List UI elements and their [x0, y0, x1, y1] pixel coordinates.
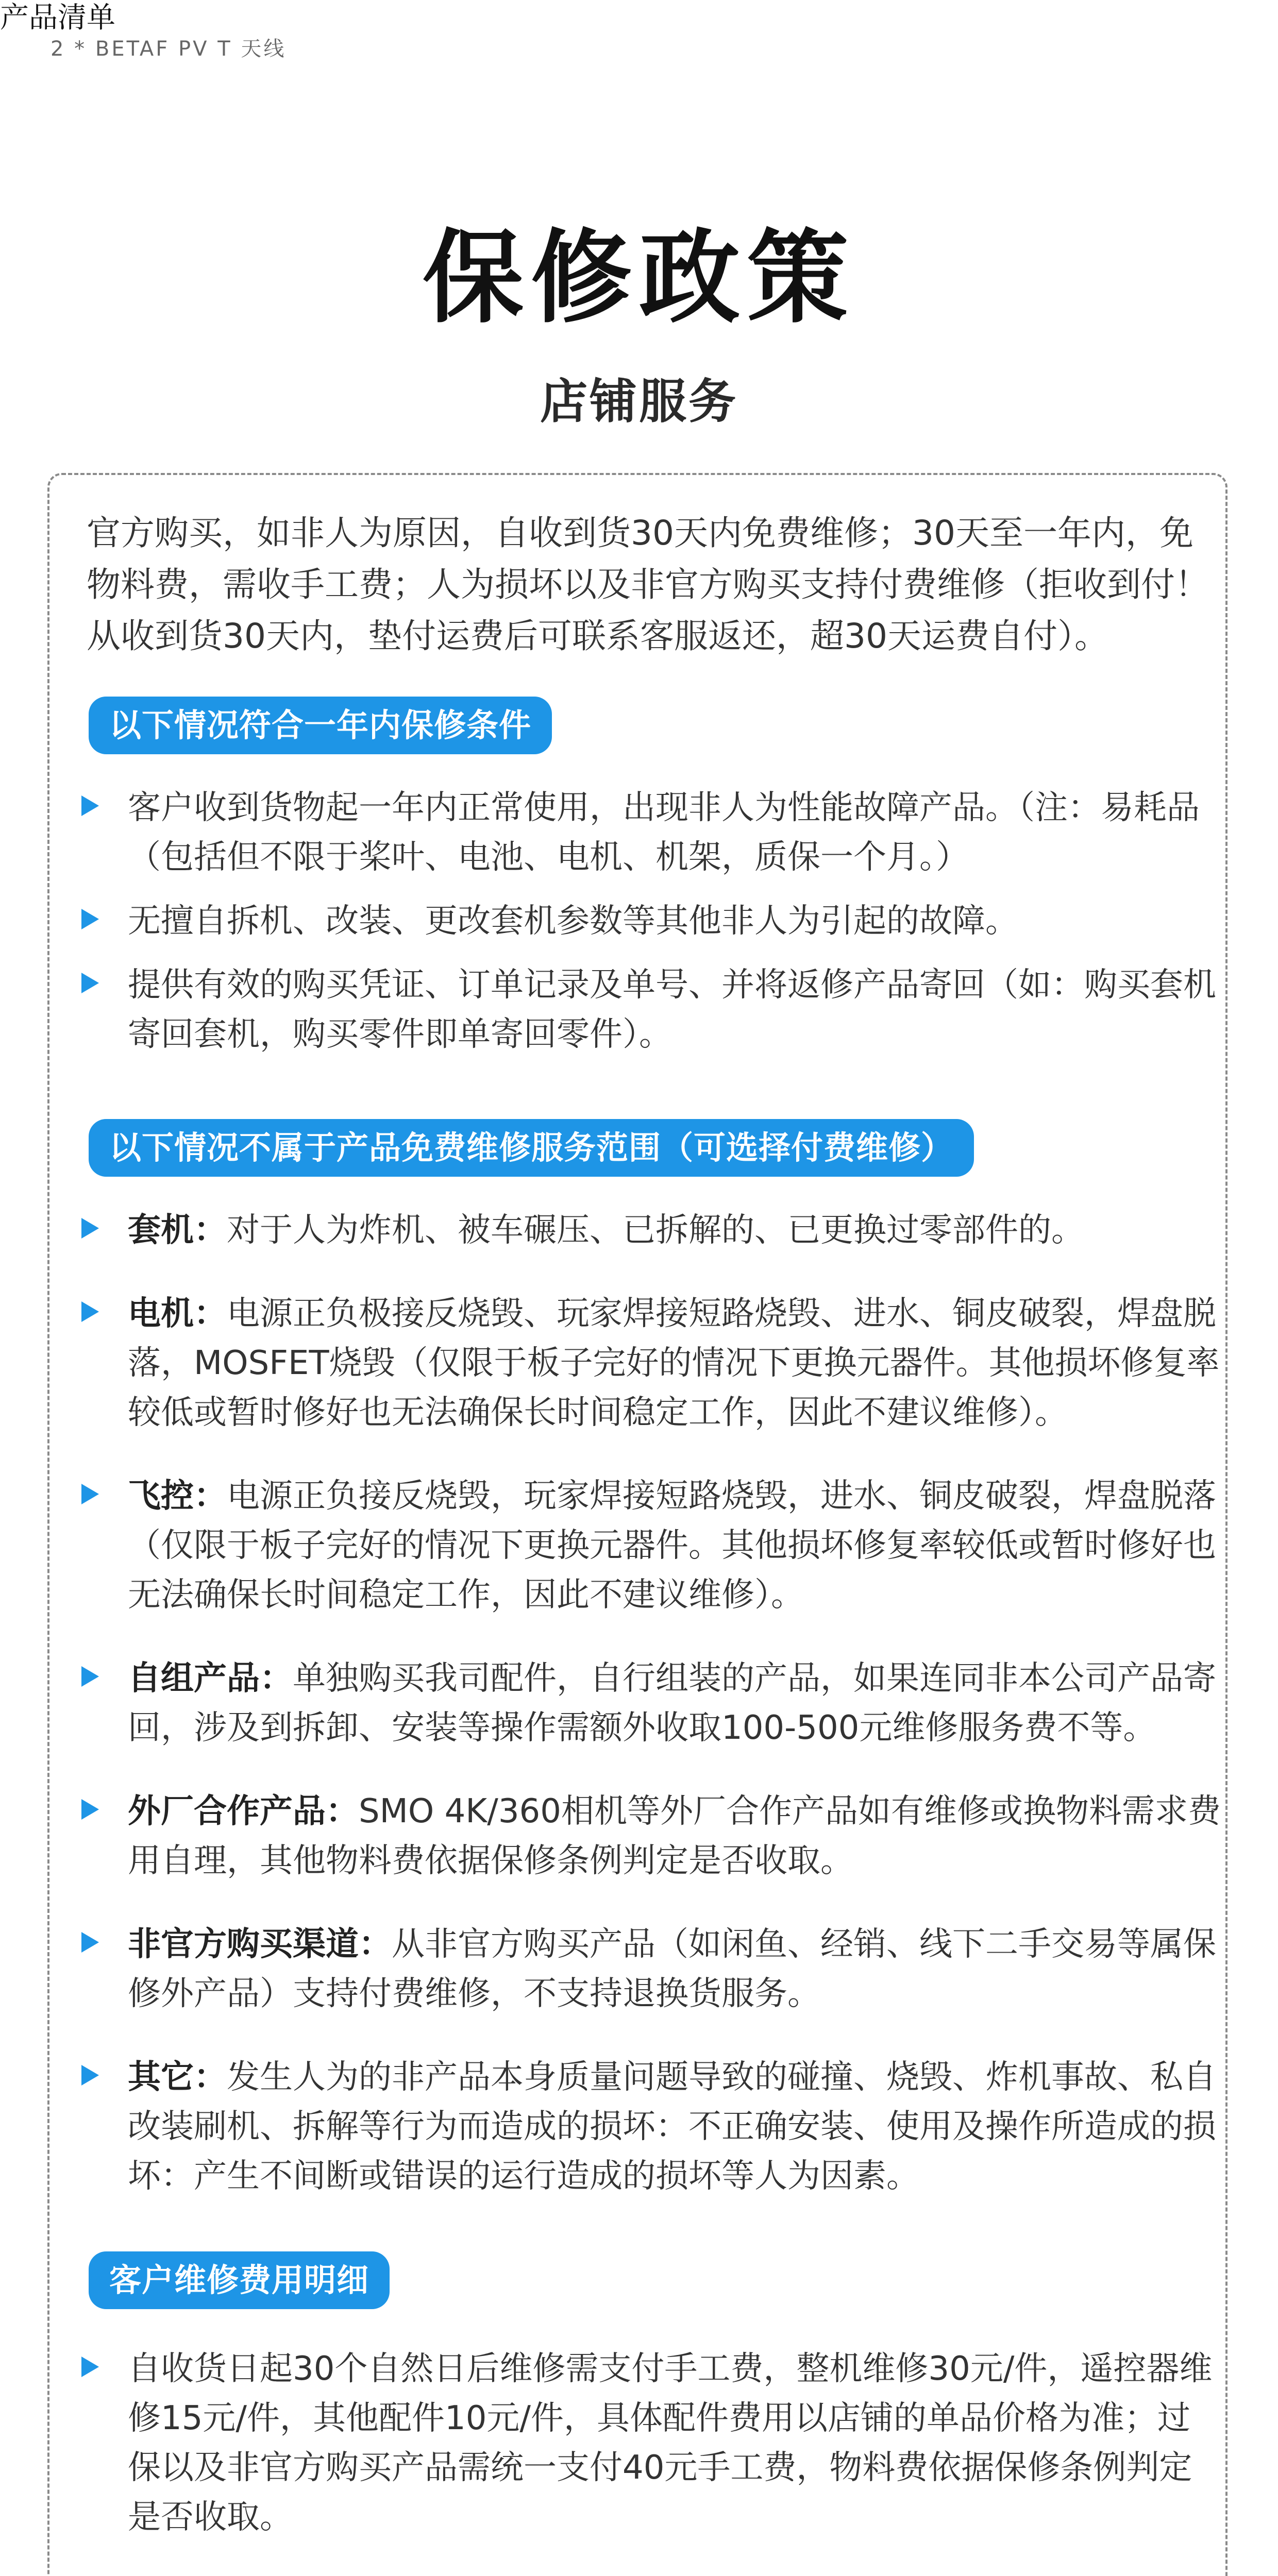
triangle-bullet-icon: [81, 1301, 99, 1322]
list-item: [77, 896, 1221, 946]
triangle-bullet-icon: [81, 1799, 99, 1820]
product-list: [0, 0, 286, 62]
list-item: [77, 2053, 1221, 2201]
item-description: 对于人为炸机、被车碾压、已拆解的、已更换过零部件的。: [227, 1211, 1084, 1249]
intro-paragraph: 官方购买，如非人为原因，自收到货30天内免费维修；30天至一年内，免物料费，需收手工费；人为损坏以及非官方购买支持付费维修（拒收到付！从收到货30天内，垫付运费后可联系客服返还，超30天运费自付）。: [87, 513, 1209, 656]
triangle-bullet-icon: [81, 1484, 99, 1504]
list-item: [77, 1787, 1221, 1886]
triangle-bullet-icon: [81, 973, 99, 993]
list-item: [77, 1920, 1221, 2019]
section-subtitle: 店铺服务: [540, 374, 738, 429]
triangle-bullet-icon: [81, 2065, 99, 2086]
item-term: 自组产品：: [128, 1659, 293, 1698]
list-item: [77, 783, 1221, 882]
list-item: [77, 1471, 1221, 1620]
item-description: 从非官方购买产品（如闲鱼、经销、线下二手交易等属保修外产品）支持付费维修，不支持退换货服务。: [128, 1925, 1216, 2013]
list-item: [77, 2344, 1221, 2542]
section-label-fees: 客户维修费用明细: [89, 2251, 390, 2309]
item-description: 单独购买我司配件，自行组装的产品，如果连同非本公司产品寄回，涉及到拆卸、安装等操作需额外收取100-500元维修服务费不等。: [128, 1659, 1216, 1747]
list-item-text: 无擅自拆机、改装、更改套机参数等其他非人为引起的故障。: [128, 902, 1018, 940]
item-description: 发生人为的非产品本身质量问题导致的碰撞、烧毁、炸机事故、私自改装刷机、拆解等行为而造成的损坏：不正确安装、使用及操作所造成的损坏：产生不间断或错误的运行造成的损坏等人为因素。: [128, 2058, 1216, 2195]
item-description: SMO 4K/360相机等外厂合作产品如有维修或换物料需求费用自理，其他物料费依据保修条例判定是否收取。: [128, 1792, 1221, 1880]
repair-fees-list: [77, 2344, 1221, 2565]
item-term: 电机：: [128, 1295, 227, 1333]
list-item-text: 客户收到货物起一年内正常使用，出现非人为性能故障产品。（注：易耗品（包括但不限于桨叶、电池、电机、机架，质保一个月。）: [128, 789, 1200, 876]
triangle-bullet-icon: [81, 1218, 99, 1239]
section-label-paid-repair: 以下情况不属于产品免费维修服务范围（可选择付费维修）: [89, 1119, 974, 1177]
section-label-warranty: 以下情况符合一年内保修条件: [89, 697, 552, 754]
list-item: [77, 1289, 1221, 1437]
item-description: 电源正负极接反烧毁、玩家焊接短路烧毁、进水、铜皮破裂，焊盘脱落，MOSFET烧毁（仅限于板子完好的情况下更换元器件。其他损坏修复率较低或暂时修好也无法确保长时间稳定工作，因此不建议维修）。: [128, 1295, 1220, 1432]
item-description: 电源正负接反烧毁，玩家焊接短路烧毁，进水、铜皮破裂，焊盘脱落（仅限于板子完好的情况下更换元器件。其他损坏修复率较低或暂时修好也无法确保长时间稳定工作，因此不建议维修）。: [128, 1477, 1216, 1614]
list-item-text: 自收货日起30个自然日后维修需支付手工费，整机维修30元/件，遥控器维修15元/件，其他配件10元/件，具体配件费用以店铺的单品价格为准；过保以及非官方购买产品需统一支付40元手工费，物料费依据保修条例判定是否收取。: [128, 2350, 1213, 2536]
paid-repair-list: [77, 1206, 1221, 2235]
item-term: 外厂合作产品：: [128, 1792, 359, 1831]
item-term: 其它：: [128, 2058, 227, 2096]
triangle-bullet-icon: [81, 1932, 99, 1953]
item-term: 非官方购买渠道：: [128, 1925, 392, 1963]
list-item: [77, 1654, 1221, 1753]
triangle-bullet-icon: [81, 795, 99, 816]
warranty-conditions-list: [77, 783, 1221, 1074]
triangle-bullet-icon: [81, 1666, 99, 1687]
list-item: [77, 960, 1221, 1059]
product-list-heading: 产品清单: [0, 1, 115, 35]
list-item-text: 提供有效的购买凭证、订单记录及单号、并将返修产品寄回（如：购买套机寄回套机，购买零件即单寄回零件）。: [128, 966, 1216, 1054]
item-term: 飞控：: [128, 1477, 227, 1515]
triangle-bullet-icon: [81, 2357, 99, 2377]
triangle-bullet-icon: [81, 909, 99, 929]
item-term: 套机：: [128, 1211, 227, 1249]
product-list-item: 2 * BETAF PV T 天线: [51, 37, 287, 61]
page-title: 保修政策: [422, 219, 855, 337]
list-item: [77, 1206, 1221, 1255]
